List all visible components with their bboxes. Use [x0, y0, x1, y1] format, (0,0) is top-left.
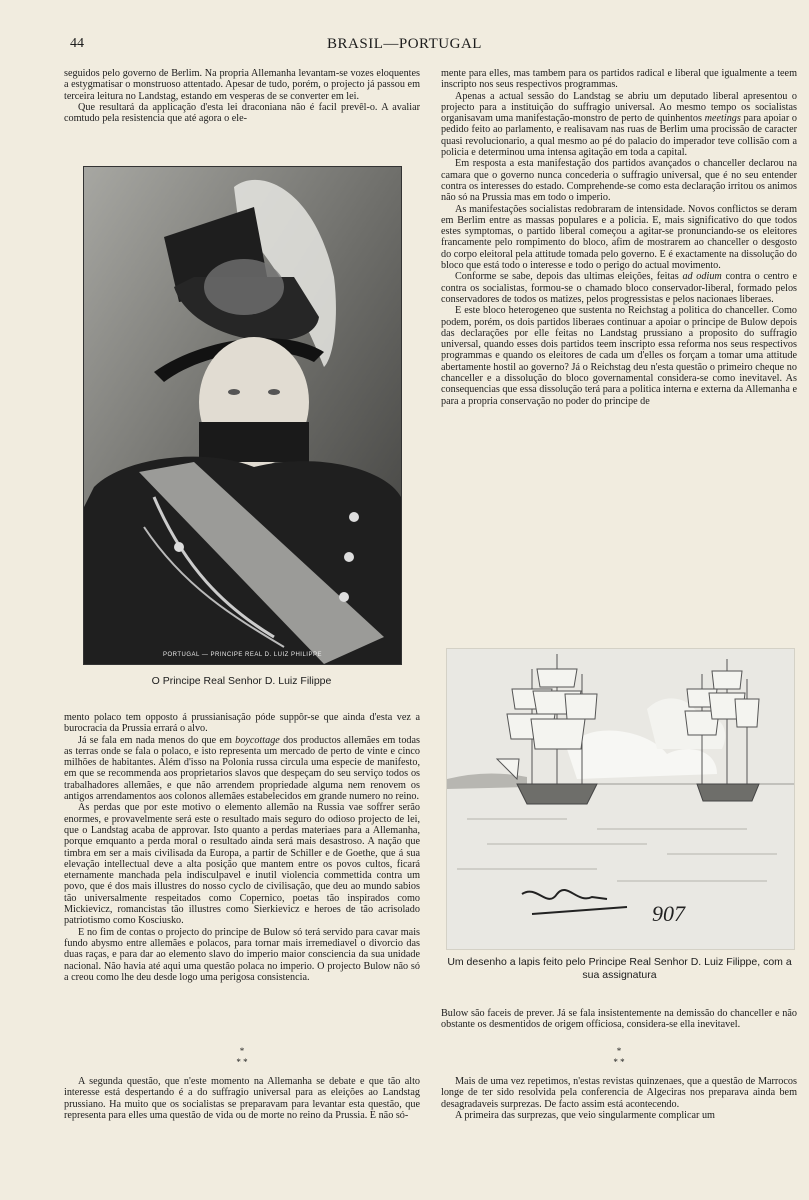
- text-run: dos productos allemães em todas as terras onde se fala o polaco, e isto representa um mercado de perto de vinte e cinco milhões de habitantes. Além d'isso na Polonia russa circula uma especie de manifesto, em que se recommenda aos proprietarios slavos que despeçam do seu serviço todos os trabalhadores allemães, e que não arrendem propriedade alguma nem renovem os antigos arrendamentos aos colonos allemães estabelecidos em grande numero no reino.: [64, 734, 421, 803]
- left-column-end: [64, 1076, 420, 1121]
- naval-battle-illustration: [447, 649, 794, 949]
- text-run: Conforme se sabe, depois das ultimas eleições, feitas: [455, 271, 683, 283]
- photo-inner-caption: PORTUGAL — PRINCIPE REAL D. LUIZ PHILIPPE: [163, 652, 322, 658]
- italic-run: boycottage: [235, 734, 280, 746]
- running-title: BRASIL—PORTUGAL: [327, 36, 482, 52]
- right-column-bottom: [441, 1008, 797, 1031]
- page-header: [0, 36, 809, 56]
- section-separator: * * *: [613, 1046, 625, 1067]
- paragraph: [441, 271, 797, 305]
- text-run: Apenas a actual sessão do Landstag se abriu um deputado liberal apresentou o projecto para a instituição do suffragio universal. Ao mesmo tempo os socialistas organisavam uma manifestação-monstro de perto de quinhentos: [441, 90, 797, 125]
- italic-run: ad odium: [682, 271, 722, 283]
- paragraph: Que resultará da applicação d'esta lei draconiana não é facil prevêl-o. A avaliar comtudo pela resistencia que até agora o ele-: [64, 101, 420, 125]
- signature-year: 907: [652, 901, 685, 926]
- paragraph: mente para elles, mas tambem para os partidos radical e liberal que igualmente a teem inscripto nos seus respectivos programmas.: [441, 68, 797, 91]
- text-run: para apoiar o pedido feito ao parlamento, e realisavam nas ruas de Berlim uma procissão de caracter quasi revolucionario, a qual mesmo ao pé do palacio do imperador teve collisão com a policia e determinou uma intensa agitação em toda a capital.: [441, 113, 798, 159]
- drawing-caption: Um desenho a lapis feito pelo Principe Real Senhor D. Luiz Filippe, com a sua assignatura: [447, 956, 792, 981]
- photo-caption: O Principe Real Senhor D. Luiz Filippe: [151, 675, 332, 687]
- left-column-top: [64, 68, 420, 124]
- ship-drawing: [446, 648, 795, 950]
- paragraph: E no fim de contas o projecto do principe de Bulow só terá servido para cavar mais fundo abysmo entre allemães e polacos, para tornar mais irremediavel o divorcio das duas raças, e para dar ao elemento slavo do imperio maior consciencia da sua unidade nacional. Não havia até aqui uma questão polaca no imperio. O projecto Bulow não só a creou como lhe deu desde logo uma perigosa consistencia.: [64, 926, 420, 983]
- portrait-illustration: [84, 167, 401, 664]
- italic-run: meetings: [704, 113, 741, 125]
- paragraph: seguidos pelo governo de Berlim. Na propria Allemanha levantam-se vozes eloquentes a estygmatisar o monstruoso attentado. Apesar de tudo, porém, o projecto já passou em terceira leitura no Landstag, estando em vesperas de se converter em lei.: [64, 68, 420, 102]
- right-column-end: [441, 1076, 797, 1121]
- section-separator: * * *: [236, 1046, 248, 1067]
- paragraph: Em resposta a esta manifestação dos partidos avançados o chanceller declarou na camara que o governo nunca concederia o suffragio universal, que é no seu entender contra os interesses do estado. Comprehende-se como esta declaração irritou os animos não só na Prussia mas em todo o imperio.: [441, 158, 797, 204]
- paragraph: A primeira das surprezas, que veio singularmente complicar um: [455, 1109, 715, 1121]
- text-run: contra o centro e contra os socialistas, formou-se o chamado bloco conservador-liberal, formado pelos conservadores de todos os matizes, pelos progressistas e pelos nacionaes liberaes.: [441, 271, 798, 305]
- paragraph: E este bloco heterogeneo que sustenta no Reichstag a politica do chanceller. Como podem, porém, os dois partidos liberaes continuar a apoiar o principe de Bulow depois das declarações por elle feitas no Landstag prussiano a proposito do suffragio universal, quando esses dois partidos teem inscripto essa reforma nos seus respectivos programmas e quando os eleitores de cada um d'elles os forçam a tomar uma attitude abertamente hostil ao governo? Já o Reichstag deu n'esta questão o primeiro cheque no chanceller e a dissolução do bloco governamental considera-se como inevitavel. As consequencias que essa dissolução terá para a politica interna e externa da Allemanha e para a propria conservação no poder do principe de: [441, 305, 797, 407]
- prince-portrait-photo: [83, 166, 402, 665]
- right-column-top: [441, 68, 797, 407]
- paragraph: As perdas que por este motivo o elemento allemão na Russia vae soffrer serão enormes, e provavelmente será este o resultado mais seguro do odioso projecto de lei, que o Landstag acaba de approvar. Isto quanto a perdas materiaes para a Allemanha, porque emquanto a perda moral o resultado ainda será mais desastroso. A nação que timbra em ser a mais civilisada da Europa, a partir de Schiller e de Goethe, que á sua elevação intellectual deve a alta posição que mantem entre os povos cultos, ficará eternamente manchada pela indisculpavel e inutil violencia commettida contra um povo, que é dos mais illustres do nosso cyclo de civilisação, que deu ao mundo sabios tão universalmente respeitados como Copernico, poetas tão inspirados como Mickievicz, romancistas tão illustres como Sierkievicz e heroes de tão acrisolado patriotismo como Kosciusko.: [64, 802, 420, 927]
- left-column-bottom: [64, 712, 420, 983]
- paragraph: Mais de uma vez repetimos, n'estas revistas quinzenaes, que a questão de Marrocos longe de ter sido resolvida pela conferencia de Algeciras nos preparava ainda bem desagradaveis surprezas. De facto assim está acontecendo.: [441, 1076, 797, 1110]
- paragraph: As manifestações socialistas redobraram de intensidade. Novos conflictos se deram em Berlim entre as massas populares e a policia. E, mais significativo do que todos estes symptomas, o partido liberal começou a agitar-se pronunciando-se os eleitores francamente pelo rompimento do bloco, afim de mostrarem ao chanceller o desgosto do corpo eleitoral pela attitude tomada pelo governo. E é exactamente na dissolução do bloco que está todo o interesse e todo o perigo do actual movimento.: [441, 203, 797, 272]
- paragraph: [441, 91, 797, 159]
- page-number: 44: [70, 36, 84, 51]
- paragraph: mento polaco tem opposto á prussianisação póde suppôr-se que ainda d'esta vez a burocracia da Prussia errará o alvo.: [64, 712, 420, 735]
- paragraph: Bulow são faceis de prever. Já se fala insistentemente na demissão do chanceller e não obstante os desmentidos de origem officiosa, considera-se ella inevitavel.: [441, 1008, 797, 1031]
- text-run: Já se fala em nada menos do que em: [78, 734, 236, 746]
- paragraph: A segunda questão, que n'este momento na Allemanha se debate e que tão alto interesse está despertando é a do suffragio universal para as eleições ao Landstag prussiano. Ha muito que os socialistas se preparavam para levantar esta questão, que representa para elles uma questão de vida ou de morte no reino da Prussia. E não só-: [64, 1076, 420, 1121]
- paragraph: [64, 735, 420, 803]
